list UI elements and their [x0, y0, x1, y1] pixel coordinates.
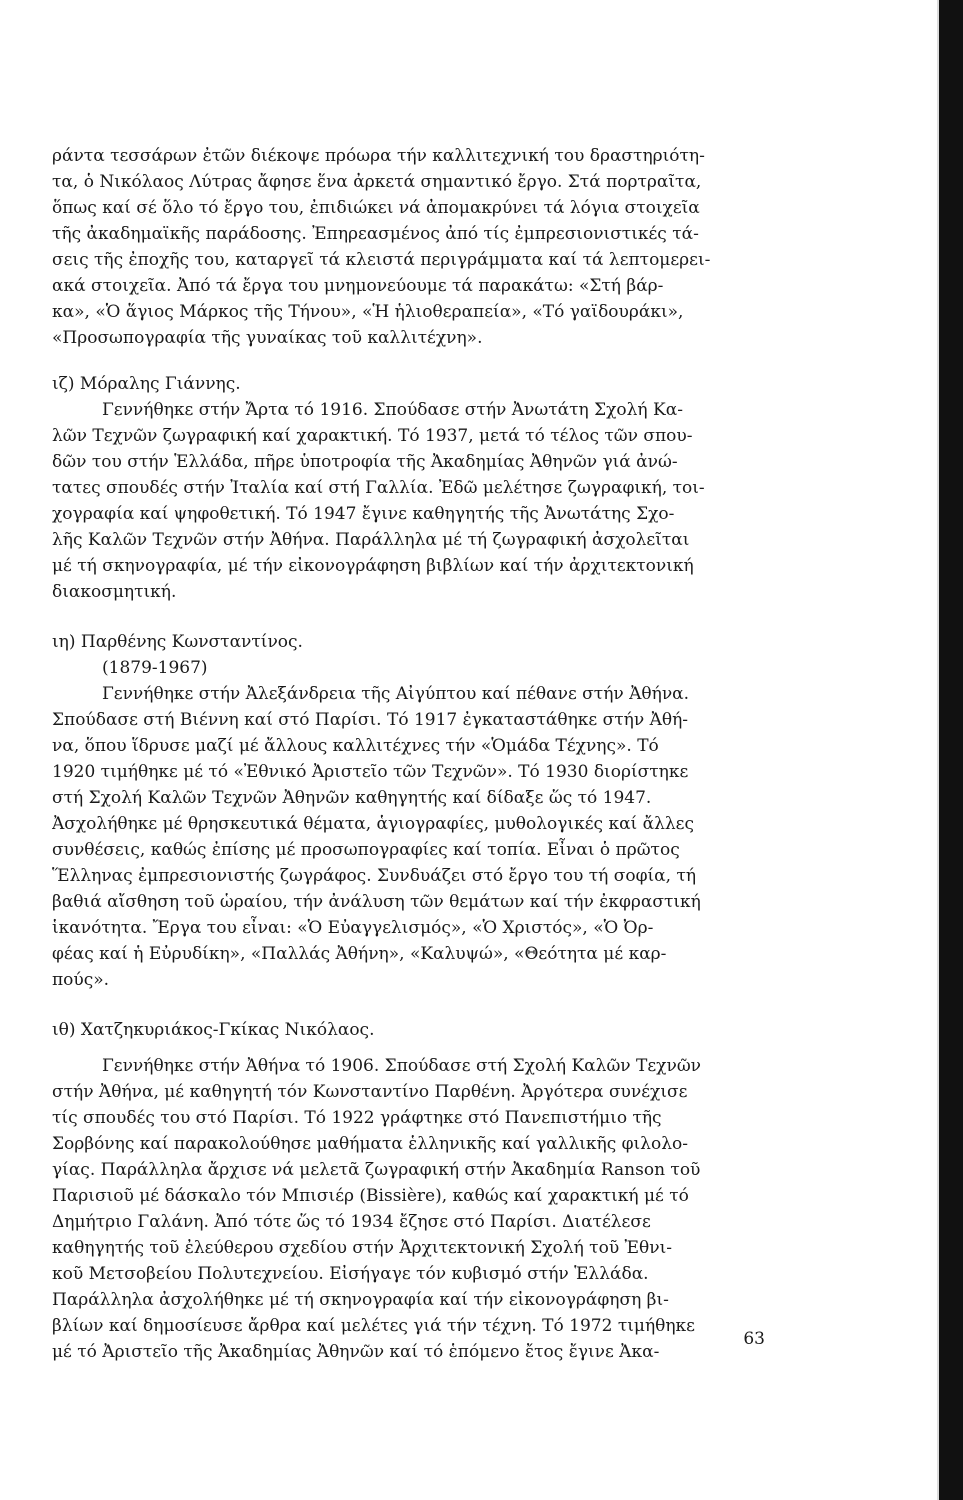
text-line: πούς». [52, 970, 110, 990]
text-line: στή Σχολή Καλῶν Τεχνῶν Ἀθηνῶν καθηγητής καί δίδαξε ὥς τό 1947. [52, 788, 652, 808]
text-line: μέ τό Ἀριστεῖο τῆς Ἀκαδημίας Ἀθηνῶν καί τό ἑπόμενο ἔτος ἔγινε Ἀκα- [52, 1342, 660, 1362]
text-line: τα, ὁ Νικόλαος Λύτρας ἄφησε ἕνα ἀρκετά σημαντικό ἔργο. Στά πορτραῖτα, [52, 172, 702, 192]
text-line: φέας καί ἡ Εὐρυδίκη», «Παλλάς Ἀθήνη», «Καλυψώ», «Θεότητα μέ καρ- [52, 944, 667, 964]
text-line: Ἕλληνας ἐμπρεσιονιστής ζωγράφος. Συνδυάζει στό ἔργο του τή σοφία, τή [52, 866, 697, 886]
section-heading: ιθ) Χατζηκυριάκος-Γκίκας Νικόλαος. [52, 1020, 375, 1040]
text-line: Ἀσχολήθηκε μέ θρησκευτικά θέματα, ἁγιογραφίες, μυθολογικές καί ἄλλες [52, 814, 694, 834]
text-line: ακά στοιχεῖα. Ἀπό τά ἔργα του μνημονεύουμε τά παρακάτω: «Στή βάρ- [52, 276, 664, 296]
text-line: δῶν του στήν Ἑλλάδα, πῆρε ὑποτροφία τῆς Ἀκαδημίας Ἀθηνῶν γιά ἀνώ- [52, 452, 678, 472]
text-line: Σπούδασε στή Βιέννη καί στό Παρίσι. Τό 1917 ἐγκαταστάθηκε στήν Ἀθή- [52, 710, 689, 730]
text-line: λῆς Καλῶν Τεχνῶν στήν Ἀθήνα. Παράλληλα μέ τή ζωγραφική ἀσχολεῖται [52, 530, 690, 550]
text-line: γίας. Παράλληλα ἄρχισε νά μελετᾶ ζωγραφική στήν Ἀκαδημία Ranson τοῦ [52, 1160, 701, 1180]
intro-paragraph [52, 143, 764, 351]
section-parthenis [52, 629, 764, 993]
text-line: Σορβόνης καί παρακολούθησε μαθήματα ἑλληνικῆς καί γαλλικῆς φιλολο- [52, 1134, 688, 1154]
text-line: ράντα τεσσάρων ἐτῶν διέκοψε πρόωρα τήν καλλιτεχνική του δραστηριότη- [52, 146, 705, 166]
text-line: λῶν Τεχνῶν ζωγραφική καί χαρακτική. Τό 1937, μετά τό τέλος τῶν σπου- [52, 426, 693, 446]
text-line: καθηγητής τοῦ ἐλεύθερου σχεδίου στήν Ἀρχιτεκτονική Σχολή τοῦ Ἐθνι- [52, 1238, 673, 1258]
text-line: ὅπως καί σέ ὅλο τό ἔργο του, ἐπιδιώκει νά ἀπομακρύνει τά λόγια στοιχεῖα [52, 198, 700, 218]
section-ghikas [52, 1017, 764, 1365]
text-line: μέ τή σκηνογραφία, μέ τήν εἰκονογράφηση βιβλίων καί τήν ἀρχιτεκτονική [52, 556, 694, 576]
section-moralis [52, 371, 764, 605]
section-heading: ιη) Παρθένης Κωνσταντίνος. [52, 632, 303, 652]
text-line: τίς σπουδές του στό Παρίσι. Τό 1922 γράφτηκε στό Πανεπιστήμιο τῆς [52, 1108, 662, 1128]
text-line: βαθιά αἴσθηση τοῦ ὡραίου, τήν ἀνάλυση τῶν θεμάτων καί τήν ἐκφραστική [52, 892, 701, 912]
text-line: να, ὅπου ἵδρυσε μαζί μέ ἄλλους καλλιτέχνες τήν «Ὁμάδα Τέχνης». Τό [52, 736, 659, 756]
text-line: βλίων καί δημοσίευσε ἄρθρα καί μελέτες γιά τήν τέχνη. Τό 1972 τιμήθηκε [52, 1316, 695, 1336]
section-dates: (1879-1967) [102, 658, 208, 678]
text-line: σεις τῆς ἐποχῆς του, καταργεῖ τά κλειστά περιγράμματα καί τά λεπτομερει- [52, 250, 711, 270]
text-line: Παρισιοῦ μέ δάσκαλο τόν Μπισιέρ (Bissière), καθώς καί χαρακτική μέ τό [52, 1186, 689, 1206]
page-body [52, 143, 764, 1365]
text-line: συνθέσεις, καθώς ἐπίσης μέ προσωπογραφίες καί τοπία. Εἶναι ὁ πρῶτος [52, 840, 680, 860]
text-line: Γεννήθηκε στήν Ἄρτα τό 1916. Σπούδασε στήν Ἀνωτάτη Σχολή Κα- [102, 400, 683, 420]
text-line: τῆς ἀκαδημαϊκῆς παράδοσης. Ἐπηρεασμένος ἀπό τίς ἐμπρεσιονιστικές τά- [52, 224, 699, 244]
text-line: κα», «Ὁ ἅγιος Μάρκος τῆς Τήνου», «Ἡ ἡλιοθεραπεία», «Τό γαϊδουράκι», [52, 302, 684, 322]
text-line: κοῦ Μετσοβείου Πολυτεχνείου. Εἰσήγαγε τόν κυβισμό στήν Ἑλλάδα. [52, 1264, 649, 1284]
text-line: Γεννήθηκε στήν Ἀθήνα τό 1906. Σπούδασε στή Σχολή Καλῶν Τεχνῶν [102, 1056, 702, 1076]
text-line: τατες σπουδές στήν Ἰταλία καί στή Γαλλία. Ἐδῶ μελέτησε ζωγραφική, τοι- [52, 478, 705, 498]
page-number: 63 [743, 1329, 765, 1349]
text-line: χογραφία καί ψηφοθετική. Τό 1947 ἔγινε καθηγητής τῆς Ἀνωτάτης Σχο- [52, 504, 675, 524]
text-line: Γεννήθηκε στήν Ἀλεξάνδρεια τῆς Αἰγύπτου καί πέθανε στήν Ἀθήνα. [102, 684, 690, 704]
text-line: «Προσωπογραφία τῆς γυναίκας τοῦ καλλιτέχνη». [52, 328, 483, 348]
text-line: στήν Ἀθήνα, μέ καθηγητή τόν Κωνσταντίνο Παρθένη. Ἀργότερα συνέχισε [52, 1082, 688, 1102]
text-line: Δημήτριο Γαλάνη. Ἀπό τότε ὥς τό 1934 ἔζησε στό Παρίσι. Διατέλεσε [52, 1212, 651, 1232]
text-line: 1920 τιμήθηκε μέ τό «Ἐθνικό Ἀριστεῖο τῶν Τεχνῶν». Τό 1930 διορίστηκε [52, 762, 689, 782]
text-line: Παράλληλα ἀσχολήθηκε μέ τή σκηνογραφία καί τήν εἰκονογράφηση βι- [52, 1290, 669, 1310]
text-line: ἱκανότητα. Ἔργα του εἶναι: «Ὁ Εὐαγγελισμός», «Ὁ Χριστός», «Ὁ Ὀρ- [52, 918, 654, 938]
scan-edge-bar [939, 0, 963, 1500]
text-line: διακοσμητική. [52, 582, 177, 602]
section-heading: ιζ) Μόραλης Γιάννης. [52, 374, 241, 394]
